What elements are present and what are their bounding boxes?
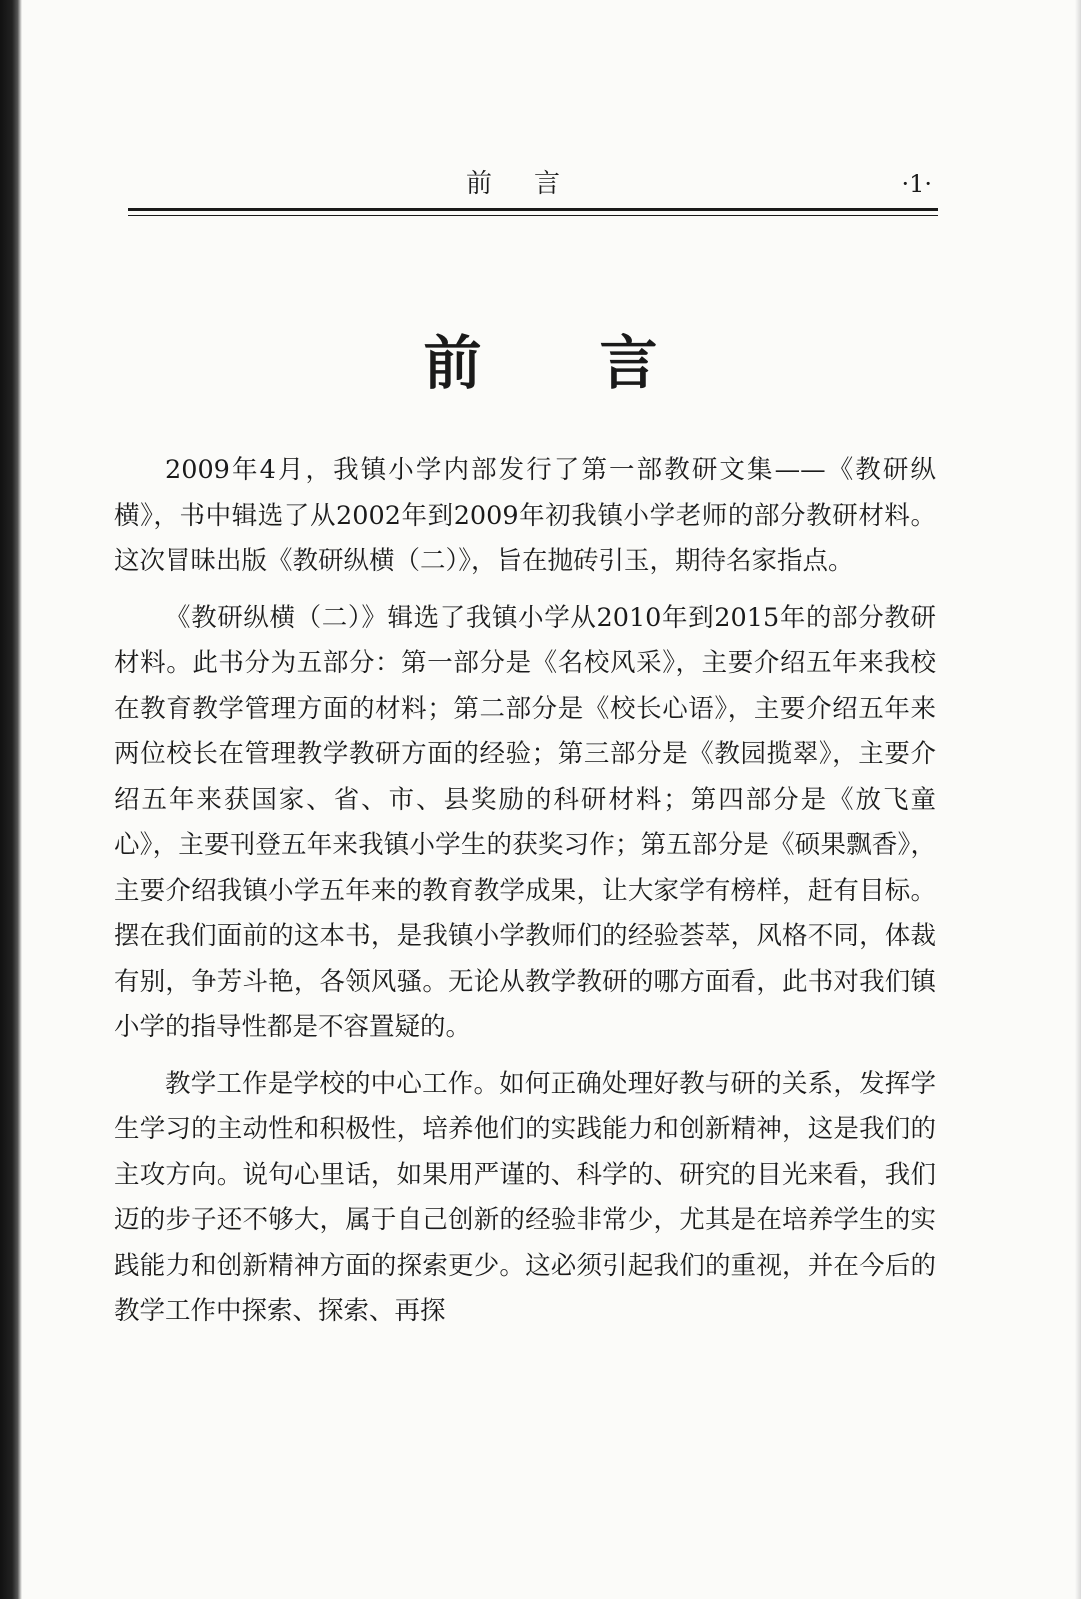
page-number: ·1· [901, 170, 932, 198]
scan-right-edge [1075, 0, 1081, 1599]
running-title: 前言 [466, 169, 603, 199]
body-text [114, 448, 936, 1346]
paragraph: 《教研纵横（二）》辑选了我镇小学从2010年到2015年的部分教研材料。此书分为五部分：第一部分是《名校风采》，主要介绍五年来我校在教育教学管理方面的材料；第二部分是《校长心语》，主要介绍五年来两位校长在管理教学教研方面的经验；第三部分是《教园揽翠》，主要介绍五年来获国家、省、市、县奖励的科研材料；第四部分是《放飞童心》，主要刊登五年来我镇小学生的获奖习作；第五部分是《硕果飘香》，主要介绍我镇小学五年来的教育教学成果，让大家学有榜样，赶有目标。摆在我们面前的这本书，是我镇小学教师们的经验荟萃，风格不同，体裁有别，争芳斗艳，各领风骚。无论从教学教研的哪方面看，此书对我们镇小学的指导性都是不容置疑的。 [114, 602, 936, 1042]
scan-shadow-edge [0, 0, 22, 1599]
header-rule-thin [128, 215, 938, 216]
header-rule-thick [128, 208, 938, 211]
running-header [128, 168, 938, 208]
paragraph: 2009年4月，我镇小学内部发行了第一部教研文集——《教研纵横》，书中辑选了从2002年到2009年初我镇小学老师的部分教研材料。这次冒昧出版《教研纵横（二）》，旨在抛砖引玉，期待名家指点。 [114, 455, 936, 576]
paragraph: 教学工作是学校的中心工作。如何正确处理好教与研的关系，发挥学生学习的主动性和积极性，培养他们的实践能力和创新精神，这是我们的主攻方向。说句心里话，如果用严谨的、科学的、研究的目光来看，我们迈的步子还不够大，属于自己创新的经验非常少，尤其是在培养学生的实践能力和创新精神方面的探索更少。这必须引起我们的重视，并在今后的教学工作中探索、探索、再探 [114, 1068, 936, 1326]
chapter-title [0, 328, 1081, 398]
chapter-title-text: 前言 [423, 329, 776, 397]
